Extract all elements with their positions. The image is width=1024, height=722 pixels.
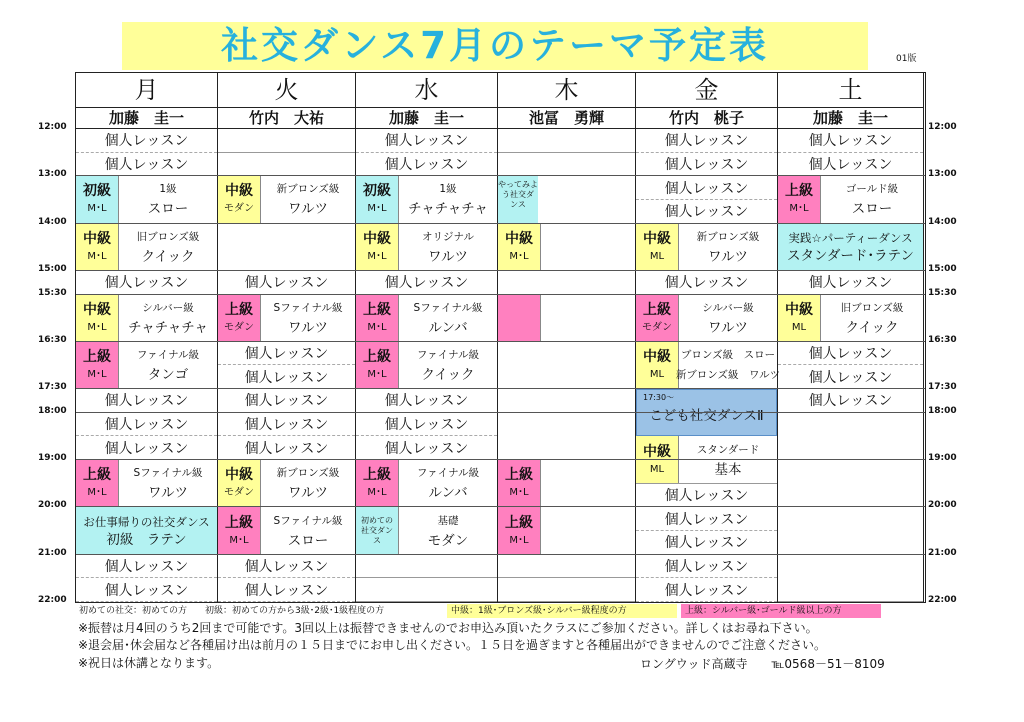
level-box [498,460,541,506]
time-label: 17:30 [38,382,67,393]
group-class [76,176,217,223]
day-header: 土 [778,73,924,108]
private-lesson: 個人レッスン [218,271,355,295]
private-lesson: 個人レッスン [778,271,923,295]
level-label: 上級 [225,301,253,318]
level-box [76,295,119,341]
level-label: 中級 [83,301,111,318]
level-label: 上級 [225,514,253,531]
private-lesson: 個人レッスン [636,153,777,177]
lesson-cell [498,413,635,460]
private-lesson: 個人レッスン [636,271,777,295]
class-info [399,295,497,341]
dance-name: 新ブロンズ級 ワルツ [675,368,781,381]
group-class [356,460,497,507]
level-box [498,507,541,553]
day-header: 金 [636,73,778,108]
class-grade: 新ブロンズ級 [276,467,340,480]
time-label: 12:00 [928,122,957,132]
level-box [218,295,261,341]
style-label: ML [649,463,665,475]
private-lesson: 個人レッスン [76,436,217,460]
time-label: 15:00 [38,263,67,274]
dance-name: ワルツ [707,248,749,265]
lesson-cell [498,342,635,389]
class-grade: Sファイナル級 [413,301,483,314]
group-class [76,460,217,507]
teacher-name: 加藤 圭一 [778,108,924,129]
private-lesson: 個人レッスン [636,200,777,224]
day-header: 月 [76,73,218,108]
style-label: ML [649,368,665,380]
level-box [76,176,119,222]
note-holiday: ※祝日は休講となります。 [78,656,220,670]
class-info [541,224,635,270]
lesson-cell [498,129,635,153]
time-label: 22:00 [38,595,67,605]
level-box [76,342,119,388]
private-lesson: 個人レッスン [778,153,923,177]
private-lesson: 個人レッスン [76,271,217,295]
group-class [636,436,777,483]
legend-item: 上級：シルバー級･ゴールド級以上の方 [681,604,881,618]
level-box [356,176,399,222]
kids-class-time: 17:30～ [643,393,675,403]
private-lesson: 個人レッスン [76,578,217,602]
special-class-title: 実践☆パーティーダンス [788,230,913,245]
dance-name: 基本 [714,461,742,478]
time-label: 12:00 [38,122,67,132]
group-class [498,224,635,271]
class-info [119,295,217,341]
private-lesson: 個人レッスン [636,531,777,555]
teacher-name: 竹内 桃子 [636,108,778,129]
private-lesson: 個人レッスン [76,129,217,153]
class-grade: 1級 [439,183,457,196]
class-info [119,176,217,222]
group-class [76,342,217,389]
group-class [218,460,355,507]
lesson-cell [498,271,635,295]
style-label: モダン [223,203,255,215]
group-class [356,507,497,554]
level-box [498,224,541,270]
level-label: 中級 [225,467,253,484]
level-label: 中級 [643,443,671,460]
private-lesson: 個人レッスン [218,389,355,413]
group-class [218,295,355,342]
day-header: 木 [498,73,636,108]
level-label: 上級 [83,467,111,484]
style-label: ML [791,321,807,333]
dance-name: チャチャチャ [408,201,488,218]
group-class [498,460,635,507]
time-label: 16:30 [928,334,957,345]
style-label: モダン [641,321,673,333]
private-lesson: 個人レッスン [218,578,355,602]
style-label: M･L [229,534,249,546]
special-class-genre: スタンダード･ラテン [786,247,915,264]
time-label: 15:00 [928,263,957,274]
level-box [356,460,399,506]
group-class [76,224,217,271]
level-label: 中級 [643,348,671,365]
class-info [399,176,497,222]
column-divider [923,129,924,602]
private-lesson: 個人レッスン [356,413,497,437]
style-label: モダン [223,487,255,499]
class-grade: ゴールド級 [845,183,899,196]
lesson-cell [356,555,497,579]
level-label: 上級 [785,183,813,200]
style-label: M･L [87,368,107,380]
dance-name: クイック [845,319,899,336]
class-grade: 旧ブロンズ級 [136,230,200,243]
schedule-grid [75,72,926,603]
lesson-cell [218,129,355,153]
time-label: 22:00 [928,595,957,605]
class-info [541,295,635,341]
private-lesson: 個人レッスン [356,436,497,460]
private-lesson: 個人レッスン [636,129,777,153]
time-label: 13:00 [928,169,957,180]
time-label: 19:00 [38,453,67,464]
style-label: M･L [509,250,529,262]
dance-name: ワルツ [287,319,329,336]
group-class [498,507,635,554]
private-lesson: 個人レッスン [218,436,355,460]
level-label: 初級 [83,183,111,200]
dance-name: スロー [147,201,189,218]
group-class [356,295,497,342]
level-box [356,295,399,341]
class-info [399,224,497,270]
private-lesson: 個人レッスン [636,578,777,602]
teacher-name: 竹内 大祐 [218,108,356,129]
private-lesson: 個人レッスン [636,555,777,579]
group-class [356,224,497,271]
private-lesson: 個人レッスン [76,389,217,413]
private-lesson: 個人レッスン [636,176,777,200]
class-info [821,295,923,341]
class-grade: スタンダード [696,443,760,456]
time-label: 14:00 [38,216,67,227]
dance-name: ワルツ [147,485,189,502]
level-legend [75,604,926,618]
time-label: 21:00 [928,547,957,558]
time-label: 14:00 [928,216,957,227]
level-box [356,507,399,553]
class-info [679,295,777,341]
class-grade: オリジナル [422,230,474,243]
dance-name: ワルツ [707,319,749,336]
style-label: ML [649,250,665,262]
level-label: 初級 [363,183,391,200]
level-box [218,460,261,506]
group-class [778,176,923,223]
level-box [76,224,119,270]
time-label: 19:00 [928,453,957,464]
lesson-cell [218,153,355,177]
class-info [541,507,635,553]
style-label: M･L [87,203,107,215]
special-class-genre: 初級 ラテン [106,531,187,548]
level-box [636,295,679,341]
class-info [261,507,355,553]
group-class [356,176,497,223]
time-label: 18:00 [38,405,67,416]
teacher-name: 池冨 勇輝 [498,108,636,129]
dance-name: タンゴ [147,366,189,383]
level-label: 上級 [505,467,533,484]
class-info [119,224,217,270]
private-lesson: 個人レッスン [218,342,355,366]
class-grade: 1級 [159,183,177,196]
class-info [541,460,635,506]
time-label: 13:00 [38,169,67,180]
group-class [76,295,217,342]
dance-name: ルンバ [428,485,468,502]
group-class [636,224,777,271]
dance-name: ルンバ [428,319,468,336]
lesson-cell [778,413,923,460]
class-grade: ファイナル級 [136,348,200,361]
dance-name: モダン [427,532,469,549]
level-box [498,295,541,341]
style-label: M･L [87,487,107,499]
class-info [399,342,497,388]
class-info [399,460,497,506]
level-label: 中級 [505,230,533,247]
level-box [636,436,679,482]
lesson-cell [498,555,635,579]
version-label: 01版 [896,54,917,64]
special-class [778,224,923,271]
class-info [399,507,497,553]
class-info [679,436,777,482]
legend-item: 初めての社交：初めての方 初級：初めての方から3級･2級･1級程度の方 [79,606,385,616]
class-info [119,460,217,506]
private-lesson: 個人レッスン [778,129,923,153]
dance-name: ワルツ [287,485,329,502]
style-label: M･L [367,321,387,333]
dance-name: クイック [141,248,195,265]
class-grade: 新ブロンズ級 [696,230,760,243]
class-grade: ブロンズ級 スロー [680,348,776,361]
level-box [356,224,399,270]
note-withdrawal: ※退会届･休会届など各種届け出は前月の１５日までにお申し出ください。１５日を過ぎますと各種届出ができませんのでご注意ください。 [78,638,827,652]
shop-contact: ロングウッド高蔵寺 ℡0568－51－8109 [640,657,885,671]
level-box [778,176,821,222]
class-grade: 新ブロンズ級 [276,183,340,196]
class-grade: 旧ブロンズ級 [840,301,904,314]
level-label: 上級 [363,348,391,365]
private-lesson: 個人レッスン [218,366,355,390]
lesson-cell [498,389,635,413]
private-lesson: 個人レッスン [636,507,777,531]
class-grade: 基礎 [437,514,459,527]
time-label: 17:30 [928,382,957,393]
page-title: 社交ダンス7月のテーマ予定表 [122,22,868,70]
time-label: 20:00 [928,500,957,511]
style-label: M･L [509,487,529,499]
dance-name: ワルツ [287,201,329,218]
class-grade: Sファイナル級 [133,467,203,480]
level-label: 中級 [643,230,671,247]
day-header: 火 [218,73,356,108]
dance-name: チャチャチャ [128,319,208,336]
class-info [261,176,355,222]
private-lesson: 個人レッスン [76,413,217,437]
level-box [218,176,261,222]
time-label: 15:30 [38,287,67,298]
style-label: M･L [367,250,387,262]
private-lesson: 個人レッスン [356,129,497,153]
special-class-title: お仕事帰りの社交ダンス [83,514,210,529]
level-box [218,507,261,553]
kids-class-name: こども社交ダンスⅡ [649,408,764,425]
group-class [218,176,355,223]
time-label: 20:00 [38,500,67,511]
dance-name: スロー [287,532,329,549]
class-grade: Sファイナル級 [273,514,343,527]
level-label: 中級 [225,183,253,200]
group-class [218,507,355,554]
private-lesson: 個人レッスン [778,366,923,390]
legend-item: 中級：1級･ブロンズ級･シルバー級程度の方 [447,604,677,618]
class-info [821,176,923,222]
style-label: M･L [367,368,387,380]
private-lesson: 個人レッスン [778,389,923,413]
trial-class-tag: やってみよう社交ダンス [498,176,538,222]
private-lesson: 個人レッスン [636,484,777,508]
level-label: 上級 [363,467,391,484]
class-grade: ファイナル級 [416,348,480,361]
class-grade: ファイナル級 [416,467,480,480]
style-label: M･L [367,203,387,215]
private-lesson: 個人レッスン [778,342,923,366]
group-class [356,342,497,389]
level-label: 初めての社交ダンス [360,515,394,545]
time-label: 15:30 [928,287,957,298]
lesson-cell [498,578,635,602]
group-class [498,295,635,342]
style-label: M･L [367,487,387,499]
class-info [119,342,217,388]
dance-name: スロー [851,201,893,218]
style-label: M･L [509,534,529,546]
level-label: 上級 [83,348,111,365]
dance-name: ワルツ [427,248,469,265]
group-class [778,295,923,342]
style-label: M･L [789,203,809,215]
lesson-cell [218,224,355,271]
level-box [76,460,119,506]
time-label: 16:30 [38,334,67,345]
trial-class [498,176,635,223]
private-lesson: 個人レッスン [76,153,217,177]
class-info [679,224,777,270]
teacher-name: 加藤 圭一 [76,108,218,129]
group-class [636,342,781,389]
class-info [675,342,781,388]
style-label: M･L [87,321,107,333]
lesson-cell [356,578,497,602]
level-label: 上級 [643,301,671,318]
private-lesson: 個人レッスン [356,389,497,413]
level-box [778,295,821,341]
kids-class [636,389,777,436]
note-transfer: ※振替は月4回のうち2回まで可能です。3回以上は振替できませんのでお申込み頂いたクラスにご参加ください。詳しくはお尋ね下さい。 [78,621,818,635]
level-label: 上級 [505,514,533,531]
lesson-cell [778,460,923,602]
time-label: 18:00 [928,405,957,416]
dance-name: クイック [421,366,475,383]
teacher-name: 加藤 圭一 [356,108,498,129]
private-lesson: 個人レッスン [218,413,355,437]
class-grade: シルバー級 [702,301,754,314]
day-header: 水 [356,73,498,108]
private-lesson: 個人レッスン [218,555,355,579]
level-box [356,342,399,388]
style-label: M･L [87,250,107,262]
class-grade: Sファイナル級 [273,301,343,314]
level-label: 中級 [83,230,111,247]
special-class [76,507,217,554]
level-box [636,342,679,388]
level-label: 中級 [785,301,813,318]
class-info [261,295,355,341]
group-class [636,295,777,342]
lesson-cell [498,153,635,177]
style-label: モダン [223,321,255,333]
level-box [636,224,679,270]
class-grade: シルバー級 [142,301,194,314]
level-label: 上級 [363,301,391,318]
level-label: 中級 [363,230,391,247]
private-lesson: 個人レッスン [356,153,497,177]
class-info [261,460,355,506]
time-label: 21:00 [38,547,67,558]
private-lesson: 個人レッスン [356,271,497,295]
private-lesson: 個人レッスン [76,555,217,579]
